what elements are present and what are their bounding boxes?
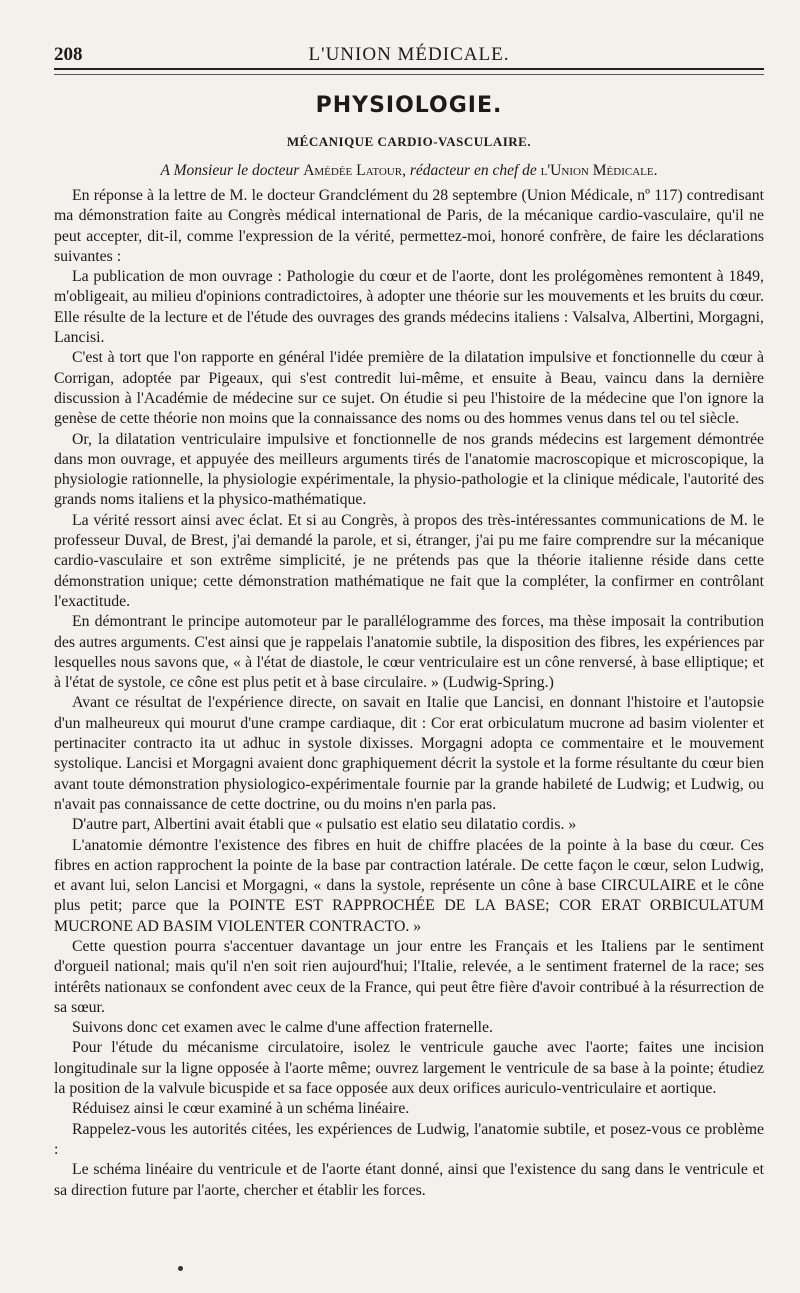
page-number: 208 bbox=[54, 44, 83, 65]
section-title: PHYSIOLOGIE. bbox=[315, 93, 503, 118]
article-body bbox=[54, 186, 764, 1201]
paragraph: L'anatomie démontre l'existence des fibres en huit de chiffre placées de la pointe à la base du cœur. Ces fibres en action rapprochent la pointe de la base par contraction latérale. De cette façon le cœur, selon Ludwig, et avant lui, selon Lancisi et Morgagni, « dans la systole, représente un cône à base CIRCULAIRE et le cône plus petit; parce que la POINTE EST RAPPROCHÉE DE LA BASE; COR ERAT ORBICULATUM MUCRONE AD BASIM VIOLENTER CONTRACTO. » bbox=[54, 836, 764, 935]
paragraph: En démontrant le principe automoteur par le parallélogramme des forces, ma thèse imposait la contribution des autres arguments. C'est ainsi que je rappelais l'anatomie subtile, la disposition des fibres, les expériences par lesquelles nous savons que, « à l'état de diastole, le cœur ventriculaire est un cône renversé, à base elliptique; et à l'état de systole, ce cône est plus petit et à base circulaire. » (Ludwig-Spring.) bbox=[54, 613, 764, 692]
paragraph: Avant ce résultat de l'expérience directe, on savait en Italie que Lancisi, en donnant l'histoire et l'autopsie d'un malheureux qui mourut d'une crampe cardiaque, dit : Cor erat orbiculatum mucrone ad basim violenter et pertinaciter contracto ita ut adhuc in systole dixisses. Morgagni adopta ce commentaire et le mouvement systolique. Lancisi et Morgagni avaient donc graphiquement décrit la systole et la forme résultante du cœur bien avant toute démonstration physiologico-expérimentale fournie par la grande habileté de Ludwig; et Ludwig, ou n'avait pas connaissance de cette doctrine, ou du moins n'en parla pas. bbox=[54, 694, 764, 813]
paragraph: La vérité ressort ainsi avec éclat. Et si au Congrès, à propos des très-intéressantes communications de M. le professeur Duval, de Brest, j'ai demandé la parole, et si, étranger, j'ai pu me faire comprendre sur la mécanique cardio-vasculaire et son extrême simplicité, je ne prétends pas que la théorie italienne réside dans cette démonstration unique; cette démonstration mathématique ne fait que la compléter, la confirmer en contrôlant l'exactitude. bbox=[54, 511, 764, 610]
paragraph: La publication de mon ouvrage : Pathologie du cœur et de l'aorte, dont les prolégomènes remontent à 1849, m'obligeait, au milieu d'opinions contradictoires, à adopter une théorie sur les mouvements et les bruits du cœur. Elle résulte de la lecture et de l'étude des ouvrages des grands médecins italiens : Valsalva, Albertini, Morgagni, Lancisi. bbox=[54, 268, 764, 347]
paragraph: D'autre part, Albertini avait établi que « pulsatio est elatio seu dilatatio cordis. » bbox=[72, 816, 577, 834]
paragraph: Suivons donc cet examen avec le calme d'une affection fraternelle. bbox=[72, 1019, 493, 1037]
paragraph: Rappelez-vous les autorités citées, les expériences de Ludwig, l'anatomie subtile, et posez-vous ce problème : bbox=[54, 1120, 764, 1158]
footer-mark bbox=[178, 1266, 183, 1271]
paragraph: Or, la dilatation ventriculaire impulsive et fonctionnelle de nos grands médecins est largement démontrée dans mon ouvrage, et appuyée des meilleurs arguments tirés de l'anatomie macroscopique et microscopique, la physiologie rationnelle, la physiologie expérimentale, la physio-pathologie et la clinique médicale, l'autorité des grands noms italiens et la physico-mathématique. bbox=[54, 430, 764, 509]
letter-address bbox=[54, 162, 764, 180]
address-prefix: A Monsieur le docteur bbox=[160, 162, 300, 179]
paragraph: C'est à tort que l'on rapporte en général l'idée première de la dilatation impulsive et fonctionnelle du cœur à Corrigan, adoptée par Pigeaux, qui s'est contredit lui-même, et ensuite à Beau, vaincu dans la dernière discussion à l'Académie de médecine sur ce sujet. On étudie si peu l'histoire de la médecine que l'on ignore la genèse de cette théorie non moins que la connaissance des noms ou des hommes venus dans tel ou tel siècle. bbox=[54, 349, 764, 428]
paragraph: Cette question pourra s'accentuer davantage un jour entre les Français et les Italiens par le sentiment d'orgueil national; mais qu'il n'en soit rien aujourd'hui; l'Italie, relevée, a le sentiment fraternel de la race; ses intérêts nationaux se confondent avec ceux de la France, qui peut être fière d'avoir contribué à la résurrection de sa sœur. bbox=[54, 937, 764, 1016]
journal-title: L'UNION MÉDICALE. bbox=[308, 44, 510, 65]
paragraph: Le schéma linéaire du ventricule et de l'aorte étant donné, ainsi que l'existence du sang dans le ventricule et sa direction future par l'aorte, chercher et établir les forces. bbox=[54, 1161, 764, 1199]
paragraph: En réponse à la lettre de M. le docteur Grandclément du 28 septembre (Union Médicale, nº 117) contredisant ma démonstration faite au Congrès médical international de Paris, de la mécanique cardio-vasculaire, qu'il ne peut accepter, dit-il, comme l'expression de la vérité, permettez-moi, honoré confrère, de faire les déclarations suivantes : bbox=[54, 187, 764, 265]
address-journal: l'Union Médicale. bbox=[540, 162, 658, 179]
running-head bbox=[54, 42, 764, 70]
address-middle: , rédacteur en chef de bbox=[402, 162, 537, 179]
header-rule bbox=[54, 74, 764, 75]
paragraph: Pour l'étude du mécanisme circulatoire, isolez le ventricule gauche avec l'aorte; faites une incision longitudinale sur la ligne opposée à l'aorte même; ouvrez largement le ventricule de sa base à la pointe; étudiez la position de la valvule bicuspide et sa face opposée aux deux orifices auriculo-ventriculaire et aortique. bbox=[54, 1039, 764, 1098]
address-name: Amédée Latour bbox=[303, 162, 403, 179]
section-subtitle: MÉCANIQUE CARDIO-VASCULAIRE. bbox=[286, 134, 532, 149]
paragraph: Réduisez ainsi le cœur examiné à un schéma linéaire. bbox=[72, 1100, 410, 1118]
